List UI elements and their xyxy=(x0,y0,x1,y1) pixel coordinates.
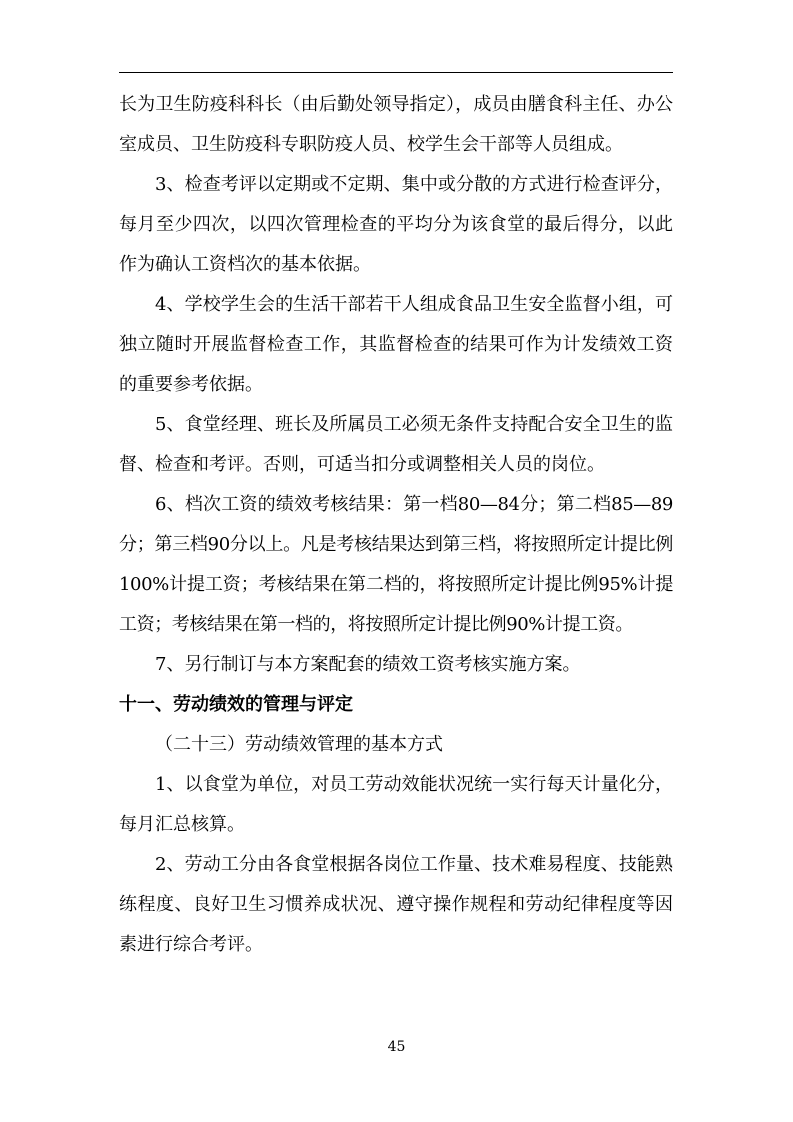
paragraph-item-4: 4、学校学生会的生活干部若干人组成食品卫生安全监督小组，可独立随时开展监督检查工作，其监督检查的结果可作为计发绩效工资的重要参考依据。 xyxy=(119,294,673,395)
sub-heading: （二十三）劳动绩效管理的基本方式 xyxy=(155,734,443,755)
paragraph-item-7: 7、另行制订与本方案配套的绩效工资考核实施方案。 xyxy=(155,654,581,675)
document-body xyxy=(119,85,673,965)
paragraph-after-2: 2、劳动工分由各食堂根据各岗位工作量、技术难易程度、技能熟练程度、良好卫生习惯养成状况、遵守操作规程和劳动纪律程度等因素进行综合考评。 xyxy=(119,854,673,955)
paragraph-item-6: 6、档次工资的绩效考核结果：第一档80—84分；第二档85—89分；第三档90分以上。凡是考核结果达到第三档，将按照所定计提比例100%计提工资；考核结果在第二档的，将按照所定计提比例95%计提工资；考核结果在第一档的，将按照所定计提比例90%计提工资。 xyxy=(119,494,673,635)
paragraph-continued: 长为卫生防疫科科长（由后勤处领导指定），成员由膳食科主任、办公室成员、卫生防疫科专职防疫人员、校学生会干部等人员组成。 xyxy=(119,94,673,155)
paragraph-item-5: 5、食堂经理、班长及所属员工必须无条件支持配合安全卫生的监督、检查和考评。否则，可适当扣分或调整相关人员的岗位。 xyxy=(119,414,673,475)
page-number: 45 xyxy=(387,1039,406,1055)
paragraph-after-1: 1、以食堂为单位，对员工劳动效能状况统一实行每天计量化分，每月汇总核算。 xyxy=(119,774,673,835)
paragraph-item-3: 3、检查考评以定期或不定期、集中或分散的方式进行检查评分，每月至少四次，以四次管理检查的平均分为该食堂的最后得分，以此作为确认工资档次的基本依据。 xyxy=(119,174,673,275)
section-heading: 十一、劳动绩效的管理与评定 xyxy=(119,694,353,715)
header-rule xyxy=(119,72,673,73)
